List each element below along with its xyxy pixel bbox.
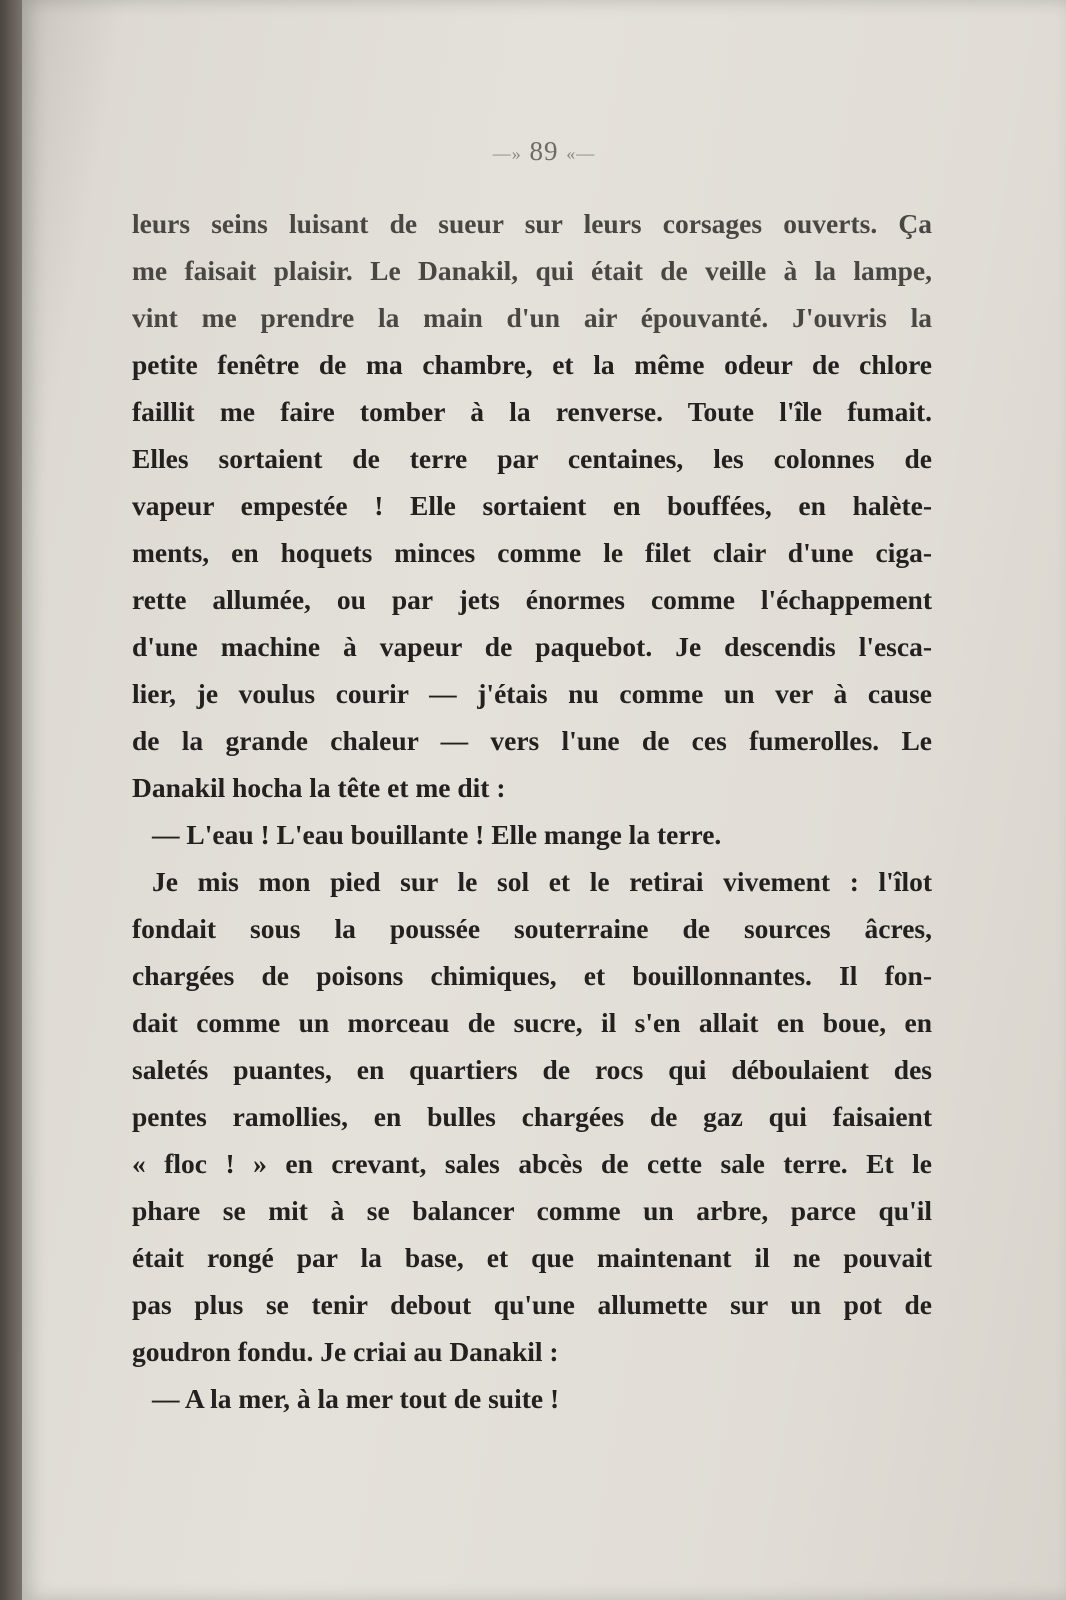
text-line: phare se mit à se balancer comme un arbre, parce qu'il <box>132 1195 932 1226</box>
text-line: — L'eau ! L'eau bouillante ! Elle mange la terre. <box>152 819 722 850</box>
text-line: Elles sortaient de terre par centaines, les colonnes de <box>132 443 932 474</box>
text-line: rette allumée, ou par jets énormes comme l'échappement <box>132 584 932 615</box>
body-text <box>132 200 932 1422</box>
text-line: pentes ramollies, en bulles chargées de gaz qui faisaient <box>132 1101 932 1132</box>
text-line: ments, en hoquets minces comme le filet clair d'une ciga- <box>132 537 932 568</box>
text-line: — A la mer, à la mer tout de suite ! <box>152 1383 560 1414</box>
text-line: Danakil hocha la tête et me dit : <box>132 772 506 803</box>
text-line: faillit me faire tomber à la renverse. Toute l'île fumait. <box>132 396 932 427</box>
text-line: « floc ! » en crevant, sales abcès de cette sale terre. Et le <box>132 1148 932 1179</box>
text-line: goudron fondu. Je criai au Danakil : <box>132 1336 559 1367</box>
book-page <box>22 0 1066 1600</box>
text-line: pas plus se tenir debout qu'une allumette sur un pot de <box>132 1289 932 1320</box>
page-number <box>22 136 1066 167</box>
text-line: lier, je voulus courir — j'étais nu comme un ver à cause <box>132 678 932 709</box>
text-line: saletés puantes, en quartiers de rocs qui déboulaient des <box>132 1054 932 1085</box>
right-ornament-icon: «— <box>566 143 596 164</box>
text-line: leurs seins luisant de sueur sur leurs corsages ouverts. Ça <box>132 208 932 239</box>
text-line: vint me prendre la main d'un air épouvanté. J'ouvris la <box>132 302 932 333</box>
page-number-text: 89 <box>529 136 559 166</box>
text-line: Je mis mon pied sur le sol et le retirai vivement : l'îlot <box>152 866 932 897</box>
text-line: fondait sous la poussée souterraine de sources âcres, <box>132 913 932 944</box>
text-line: était rongé par la base, et que maintenant il ne pouvait <box>132 1242 932 1273</box>
left-ornament-icon: —» <box>492 143 522 164</box>
text-line: dait comme un morceau de sucre, il s'en allait en boue, en <box>132 1007 932 1038</box>
text-line: chargées de poisons chimiques, et bouillonnantes. Il fon- <box>132 960 932 991</box>
text-line: de la grande chaleur — vers l'une de ces fumerolles. Le <box>132 725 932 756</box>
text-line: vapeur empestée ! Elle sortaient en bouffées, en halète- <box>132 490 932 521</box>
text-line: me faisait plaisir. Le Danakil, qui était de veille à la lampe, <box>132 255 932 286</box>
text-line: petite fenêtre de ma chambre, et la même odeur de chlore <box>132 349 932 380</box>
text-line: d'une machine à vapeur de paquebot. Je descendis l'esca- <box>132 631 932 662</box>
